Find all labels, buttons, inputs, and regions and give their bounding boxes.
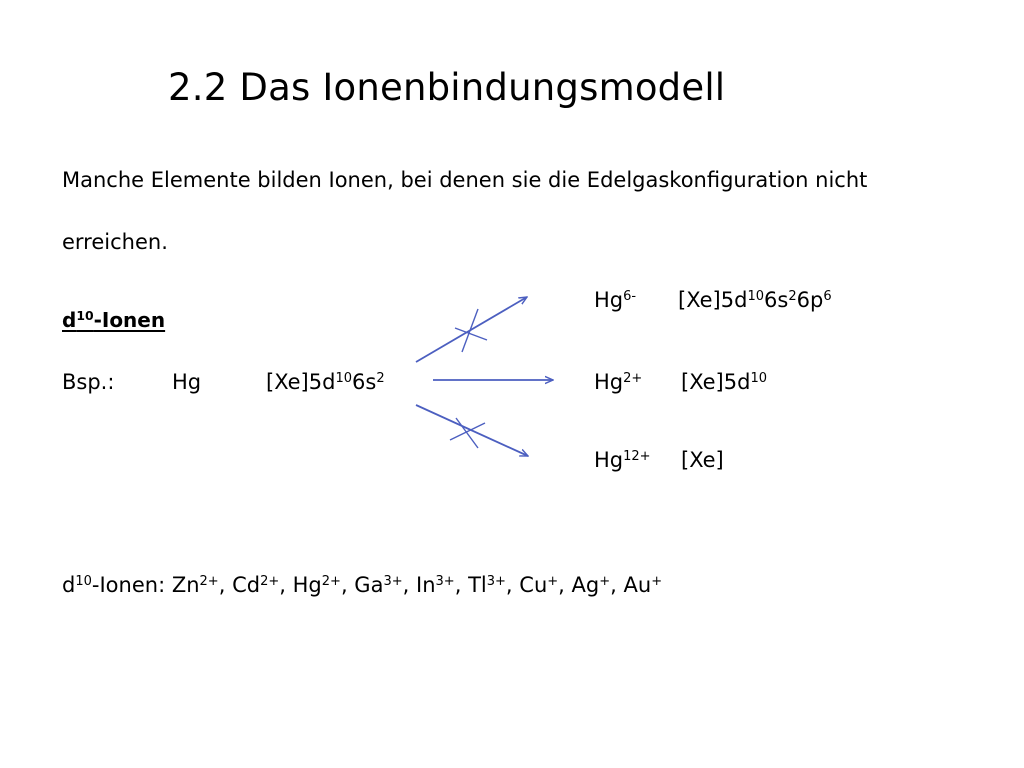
config-sup-2: 2 [376, 370, 385, 386]
heading-rest: -Ionen [93, 308, 166, 332]
d10-ions-summary: $d^{10}$-Ionen: $Zn^{2+}$, $Cd^{2+}$, $Hg^{2+}$, $Ga^{3+}$, $In^{3+}$, $Tl^{3+}$, Cu+, Ag+, Au+ [62, 573, 663, 597]
ion-hg2-symbol [594, 370, 642, 394]
ion-list-item: $In^{3+}$ [416, 573, 455, 597]
ion-element: Hg [594, 448, 624, 472]
ion-hg12-configuration [681, 448, 724, 472]
summary-prefix-rest: -Ionen: [91, 573, 172, 597]
ion-config-part: [Xe]5d [681, 370, 751, 394]
ion-charge: 12+ [623, 448, 651, 464]
ion-config-part: [Xe]5d [678, 288, 748, 312]
config-sup-1: 10 [335, 370, 353, 386]
slide-title: 2.2 Das Ionenbindungsmodell [168, 66, 726, 109]
summary-prefix-base: d [62, 573, 76, 597]
summary-prefix-sup: 10 [75, 573, 92, 589]
ion-list-item: $Zn^{2+}$ [171, 573, 219, 597]
example-element: Hg [172, 370, 202, 394]
ion-element: Hg [594, 370, 624, 394]
ion-list-item: $Hg^{2+}$ [292, 573, 341, 597]
ion-hg12-symbol [594, 448, 651, 472]
ion-list-item: $Ga^{3+}$ [354, 573, 403, 597]
ion-config-sup: 10 [750, 370, 768, 386]
config-mid: 6s [352, 370, 377, 394]
arrow-to-hg12-plus [416, 405, 528, 456]
ion-list-item: $Cd^{2+}$ [232, 573, 280, 597]
ion-list-item: $Tl^{3+}$ [468, 573, 506, 597]
ion-list-item: Au+ [623, 573, 663, 597]
intro-text-line-1: Manche Elemente bilden Ionen, bei denen sie die Edelgaskonfiguration nicht [62, 168, 868, 192]
ion-charge: 6- [623, 288, 637, 304]
ion-hg6-symbol [594, 288, 636, 312]
heading-superscript: 10 [76, 308, 94, 324]
ion-list-item: Ag+ [571, 573, 611, 597]
ion-config-part: 6p [796, 288, 824, 312]
arrow-to-hg6-minus [416, 297, 527, 362]
ion-config-sup: 10 [747, 288, 765, 304]
heading-base: d [62, 308, 77, 332]
ion-hg2-configuration [681, 370, 767, 394]
intro-text-line-2: erreichen. [62, 230, 168, 254]
ion-config-sup: 2 [788, 288, 797, 304]
example-label: Bsp.: [62, 370, 115, 394]
ion-config-part: [Xe] [681, 448, 724, 472]
ion-list-item: Cu+ [519, 573, 559, 597]
ion-config-part: 6s [764, 288, 789, 312]
config-base: [Xe]5d [266, 370, 336, 394]
ion-element: Hg [594, 288, 624, 312]
ion-hg6-configuration [678, 288, 832, 312]
ion-charge: 2+ [623, 370, 643, 386]
ion-config-sup: 6 [823, 288, 832, 304]
